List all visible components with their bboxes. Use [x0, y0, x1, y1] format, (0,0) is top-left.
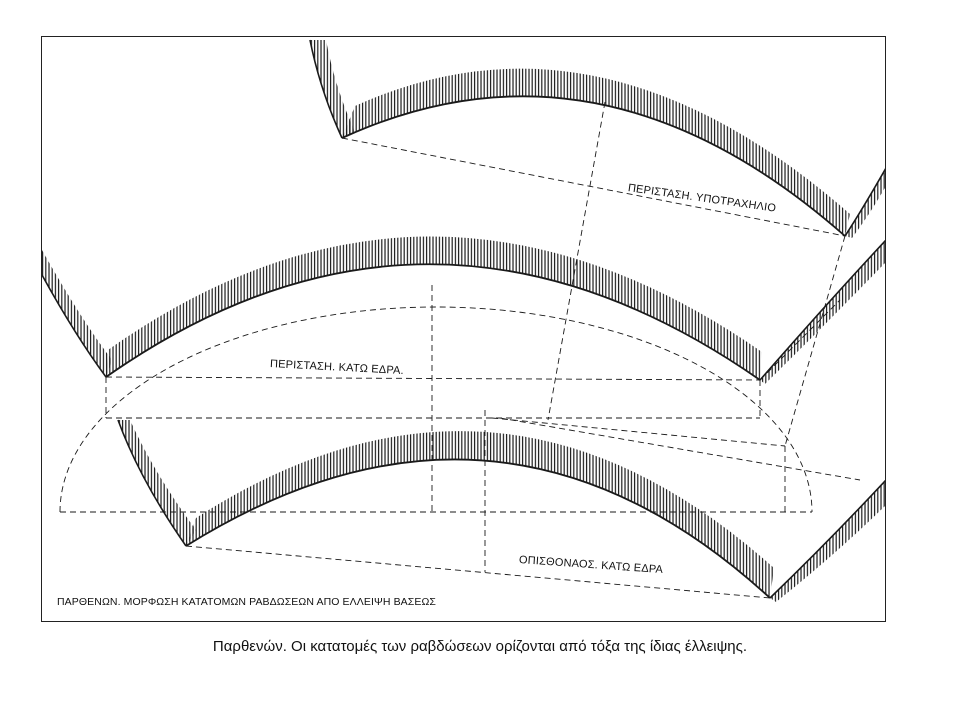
- middle-flute-profile: [42, 236, 886, 384]
- middle-section-label: ΠΕΡΙΣΤΑΣΗ. ΚΑΤΩ ΕΔΡΑ.: [269, 358, 405, 378]
- bottom-section-label: ΟΠΙΣΘΟΝΑΟΣ. ΚΑΤΩ ΕΔΡΑ: [518, 554, 664, 577]
- top-flute-profile: [310, 40, 886, 238]
- bottom-flute-profile: [118, 420, 886, 602]
- drawing-note: ΠΑΡΘΕΝΩΝ. ΜΟΡΦΩΣΗ ΚΑΤΑΤΟΜΩΝ ΡΑΒΔΩΣΕΩΝ ΑΠΟ ΕΛΛΕΙΨΗ ΒΑΣΕΩΣ: [57, 596, 437, 608]
- top-section-label: ΠΕΡΙΣΤΑΣΗ. ΥΠΟΤΡΑΧΗΛΙΟ: [627, 182, 777, 215]
- figure-caption: Παρθενών. Οι κατατομές των ραβδώσεων ορίζονται από τόξα της ίδιας έλλειψης.: [212, 638, 748, 655]
